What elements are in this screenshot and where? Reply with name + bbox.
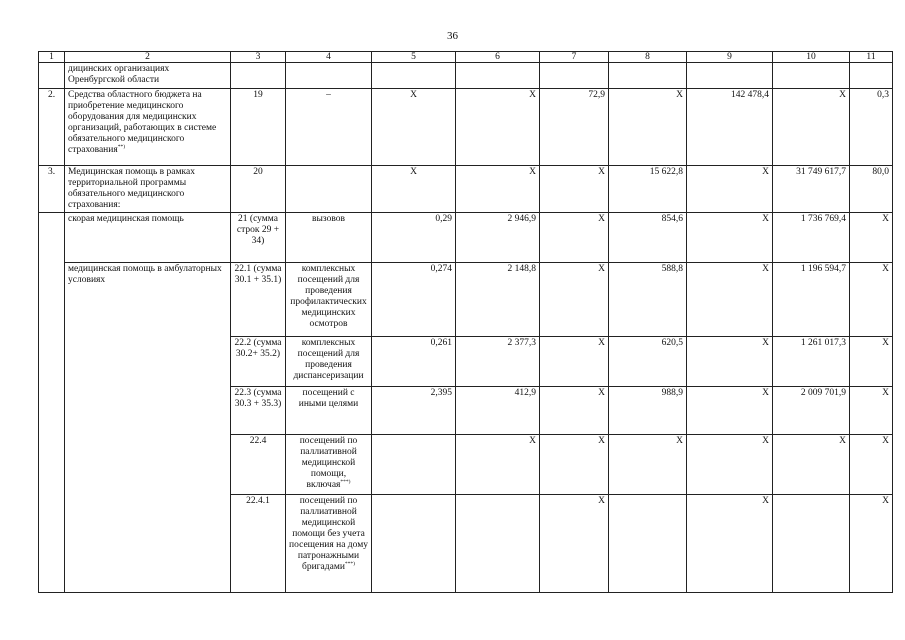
header-cell: 10 [773, 52, 850, 63]
value-cell: Х [609, 435, 687, 495]
unit-cell [286, 166, 372, 213]
row-number: 2. [39, 89, 65, 166]
page-number: 36 [447, 30, 458, 42]
value-cell: 412,9 [456, 387, 540, 435]
value-cell: 142 478,4 [687, 89, 773, 166]
unit-cell [286, 63, 372, 89]
row-code: 22.4.1 [231, 495, 286, 593]
value-cell: 15 622,8 [609, 166, 687, 213]
header-cell: 9 [687, 52, 773, 63]
value-cell [456, 63, 540, 89]
value-cell: Х [687, 435, 773, 495]
value-cell: Х [456, 166, 540, 213]
value-cell: Х [540, 435, 609, 495]
value-cell: 72,9 [540, 89, 609, 166]
table-row [39, 63, 893, 89]
header-cell: 5 [372, 52, 456, 63]
value-cell: Х [540, 495, 609, 593]
unit-cell: комплексных посещений для проведения диспансеризации [286, 337, 372, 387]
value-cell: 80,0 [850, 166, 893, 213]
value-cell: Х [372, 166, 456, 213]
value-cell: Х [687, 387, 773, 435]
row-code: 21 (сумма строк 29 + 34) [231, 213, 286, 263]
value-cell: 854,6 [609, 213, 687, 263]
value-cell: Х [456, 89, 540, 166]
value-cell: Х [687, 166, 773, 213]
value-cell: 2,395 [372, 387, 456, 435]
header-row [39, 52, 893, 63]
value-cell [850, 63, 893, 89]
value-cell: 620,5 [609, 337, 687, 387]
row-number [39, 213, 65, 593]
value-cell [773, 63, 850, 89]
row-code: 22.2 (сумма 30.2+ 35.2) [231, 337, 286, 387]
value-cell: 0,29 [372, 213, 456, 263]
table-row [39, 166, 893, 213]
table-row [39, 263, 893, 337]
value-cell [372, 495, 456, 593]
row-number [39, 63, 65, 89]
value-cell: Х [540, 263, 609, 337]
value-cell: 1 196 594,7 [773, 263, 850, 337]
value-cell: Х [850, 495, 893, 593]
value-cell: Х [687, 495, 773, 593]
value-cell [609, 495, 687, 593]
value-cell: 0,274 [372, 263, 456, 337]
row-code: 19 [231, 89, 286, 166]
value-cell [609, 63, 687, 89]
value-cell: 2 377,3 [456, 337, 540, 387]
value-cell [456, 495, 540, 593]
header-cell: 1 [39, 52, 65, 63]
value-cell: Х [850, 435, 893, 495]
header-cell: 11 [850, 52, 893, 63]
unit-cell: вызовов [286, 213, 372, 263]
row-description: дицинских организациях Оренбургской области [65, 63, 231, 89]
value-cell: Х [850, 213, 893, 263]
row-number: 3. [39, 166, 65, 213]
value-cell: Х [687, 263, 773, 337]
unit-cell: – [286, 89, 372, 166]
header-cell: 3 [231, 52, 286, 63]
header-cell: 7 [540, 52, 609, 63]
value-cell: Х [687, 337, 773, 387]
table-row [39, 89, 893, 166]
row-code [231, 63, 286, 89]
value-cell: 2 009 701,9 [773, 387, 850, 435]
row-code: 22.1 (сумма 30.1 + 35.1) [231, 263, 286, 337]
row-code: 20 [231, 166, 286, 213]
value-cell: 588,8 [609, 263, 687, 337]
row-code: 22.3 (сумма 30.3 + 35.3) [231, 387, 286, 435]
data-table [38, 51, 893, 593]
unit-cell: посещений с иными целями [286, 387, 372, 435]
value-cell [540, 63, 609, 89]
header-cell: 4 [286, 52, 372, 63]
value-cell: Х [850, 387, 893, 435]
value-cell: Х [773, 435, 850, 495]
value-cell: Х [456, 435, 540, 495]
value-cell: Х [540, 213, 609, 263]
value-cell: 0,261 [372, 337, 456, 387]
table-row [39, 213, 893, 263]
value-cell: 0,3 [850, 89, 893, 166]
row-description: Средства областного бюджета на приобретение медицинского оборудования для медицинских организаций, работающих в системе обязательного медицинского страхования**) [65, 89, 231, 166]
value-cell: 1 261 017,3 [773, 337, 850, 387]
value-cell [372, 63, 456, 89]
value-cell: Х [540, 337, 609, 387]
value-cell: Х [540, 387, 609, 435]
value-cell: Х [372, 89, 456, 166]
value-cell: Х [609, 89, 687, 166]
row-description: медицинская помощь в амбулаторных условиях [65, 263, 231, 593]
row-description: Медицинская помощь в рамках территориальной программы обязательного медицинского страхования: [65, 166, 231, 213]
value-cell: 31 749 617,7 [773, 166, 850, 213]
value-cell: 2 148,8 [456, 263, 540, 337]
value-cell [773, 495, 850, 593]
value-cell [687, 63, 773, 89]
row-code: 22.4 [231, 435, 286, 495]
value-cell: 2 946,9 [456, 213, 540, 263]
value-cell [372, 435, 456, 495]
row-description: скорая медицинская помощь [65, 213, 231, 263]
header-cell: 8 [609, 52, 687, 63]
value-cell: Х [850, 263, 893, 337]
unit-cell: комплексных посещений для проведения профилактических медицинских осмотров [286, 263, 372, 337]
unit-cell: посещений по паллиативной медицинской помощи без учета посещения на дому патронажными бригадами***) [286, 495, 372, 593]
unit-cell: посещений по паллиативной медицинской помощи, включая***) [286, 435, 372, 495]
header-cell: 6 [456, 52, 540, 63]
value-cell: Х [540, 166, 609, 213]
value-cell: Х [687, 213, 773, 263]
header-cell: 2 [65, 52, 231, 63]
value-cell: 1 736 769,4 [773, 213, 850, 263]
value-cell: Х [850, 337, 893, 387]
value-cell: Х [773, 89, 850, 166]
value-cell: 988,9 [609, 387, 687, 435]
